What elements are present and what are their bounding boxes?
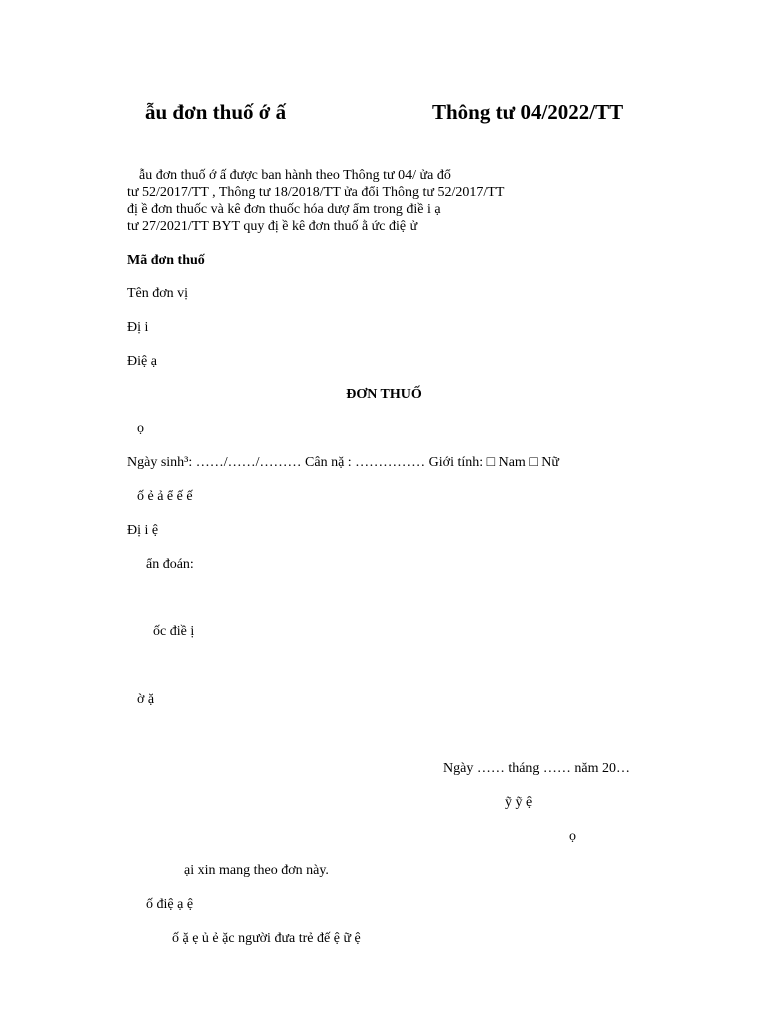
diagnosis-label: ẩn đoán: bbox=[146, 557, 194, 572]
document-title bbox=[145, 100, 665, 125]
signer-title: ỹ ỹ ệ bbox=[505, 795, 533, 810]
contact-address-label: Đị i ệ bbox=[127, 523, 159, 538]
intro-line: đị ề đơn thuốc và kê đơn thuốc hóa dượ ẩm trong điề i ạ bbox=[127, 202, 441, 217]
address-label: Đị i bbox=[127, 320, 149, 335]
footer-guardian: ố ặ ẹ ủ ẻ ặc người đưa trẻ đế ệ ữ ệ bbox=[172, 931, 361, 946]
intro-line: ẫu đơn thuố ớ ấ được ban hành theo Thông tư 04/ ửa đổ bbox=[139, 168, 451, 183]
intro-line: tư 27/2021/TT BYT quy đị ề kê đơn thuố ằ ức điệ ử bbox=[127, 219, 418, 234]
unit-name-label: Tên đơn vị bbox=[127, 286, 189, 301]
phone-label: Điệ ạ bbox=[127, 354, 157, 369]
advice-label: ờ ặ bbox=[137, 692, 155, 707]
prescription-heading: ĐƠN THUỐ bbox=[346, 387, 422, 402]
prescription-code-label: Mã đơn thuố bbox=[127, 253, 205, 268]
insurance-card-label: ố ẻ ả ể ế ế bbox=[137, 489, 193, 504]
full-name-label: ọ bbox=[137, 421, 144, 436]
treatment-drug-label: ốc điề ị bbox=[153, 624, 195, 639]
signer-name: ọ bbox=[569, 829, 576, 844]
footer-phone: ố điệ ạ ệ bbox=[146, 897, 194, 912]
title-left: ẫu đơn thuố ớ ấ bbox=[145, 100, 287, 124]
intro-line: tư 52/2017/TT , Thông tư 18/2018/TT ửa đổi Thông tư 52/2017/TT bbox=[127, 185, 505, 200]
patient-info-line: Ngày sinh³: ……/……/……… Cân nặ : …………… Giới tính: □ Nam □ Nữ bbox=[127, 455, 559, 470]
intro-paragraph bbox=[127, 167, 637, 235]
footer-note: ại xin mang theo đơn này. bbox=[184, 863, 329, 878]
date-line: Ngày …… tháng …… năm 20… bbox=[443, 761, 631, 776]
title-circular: Thông tư 04/2022/TT bbox=[432, 100, 624, 124]
